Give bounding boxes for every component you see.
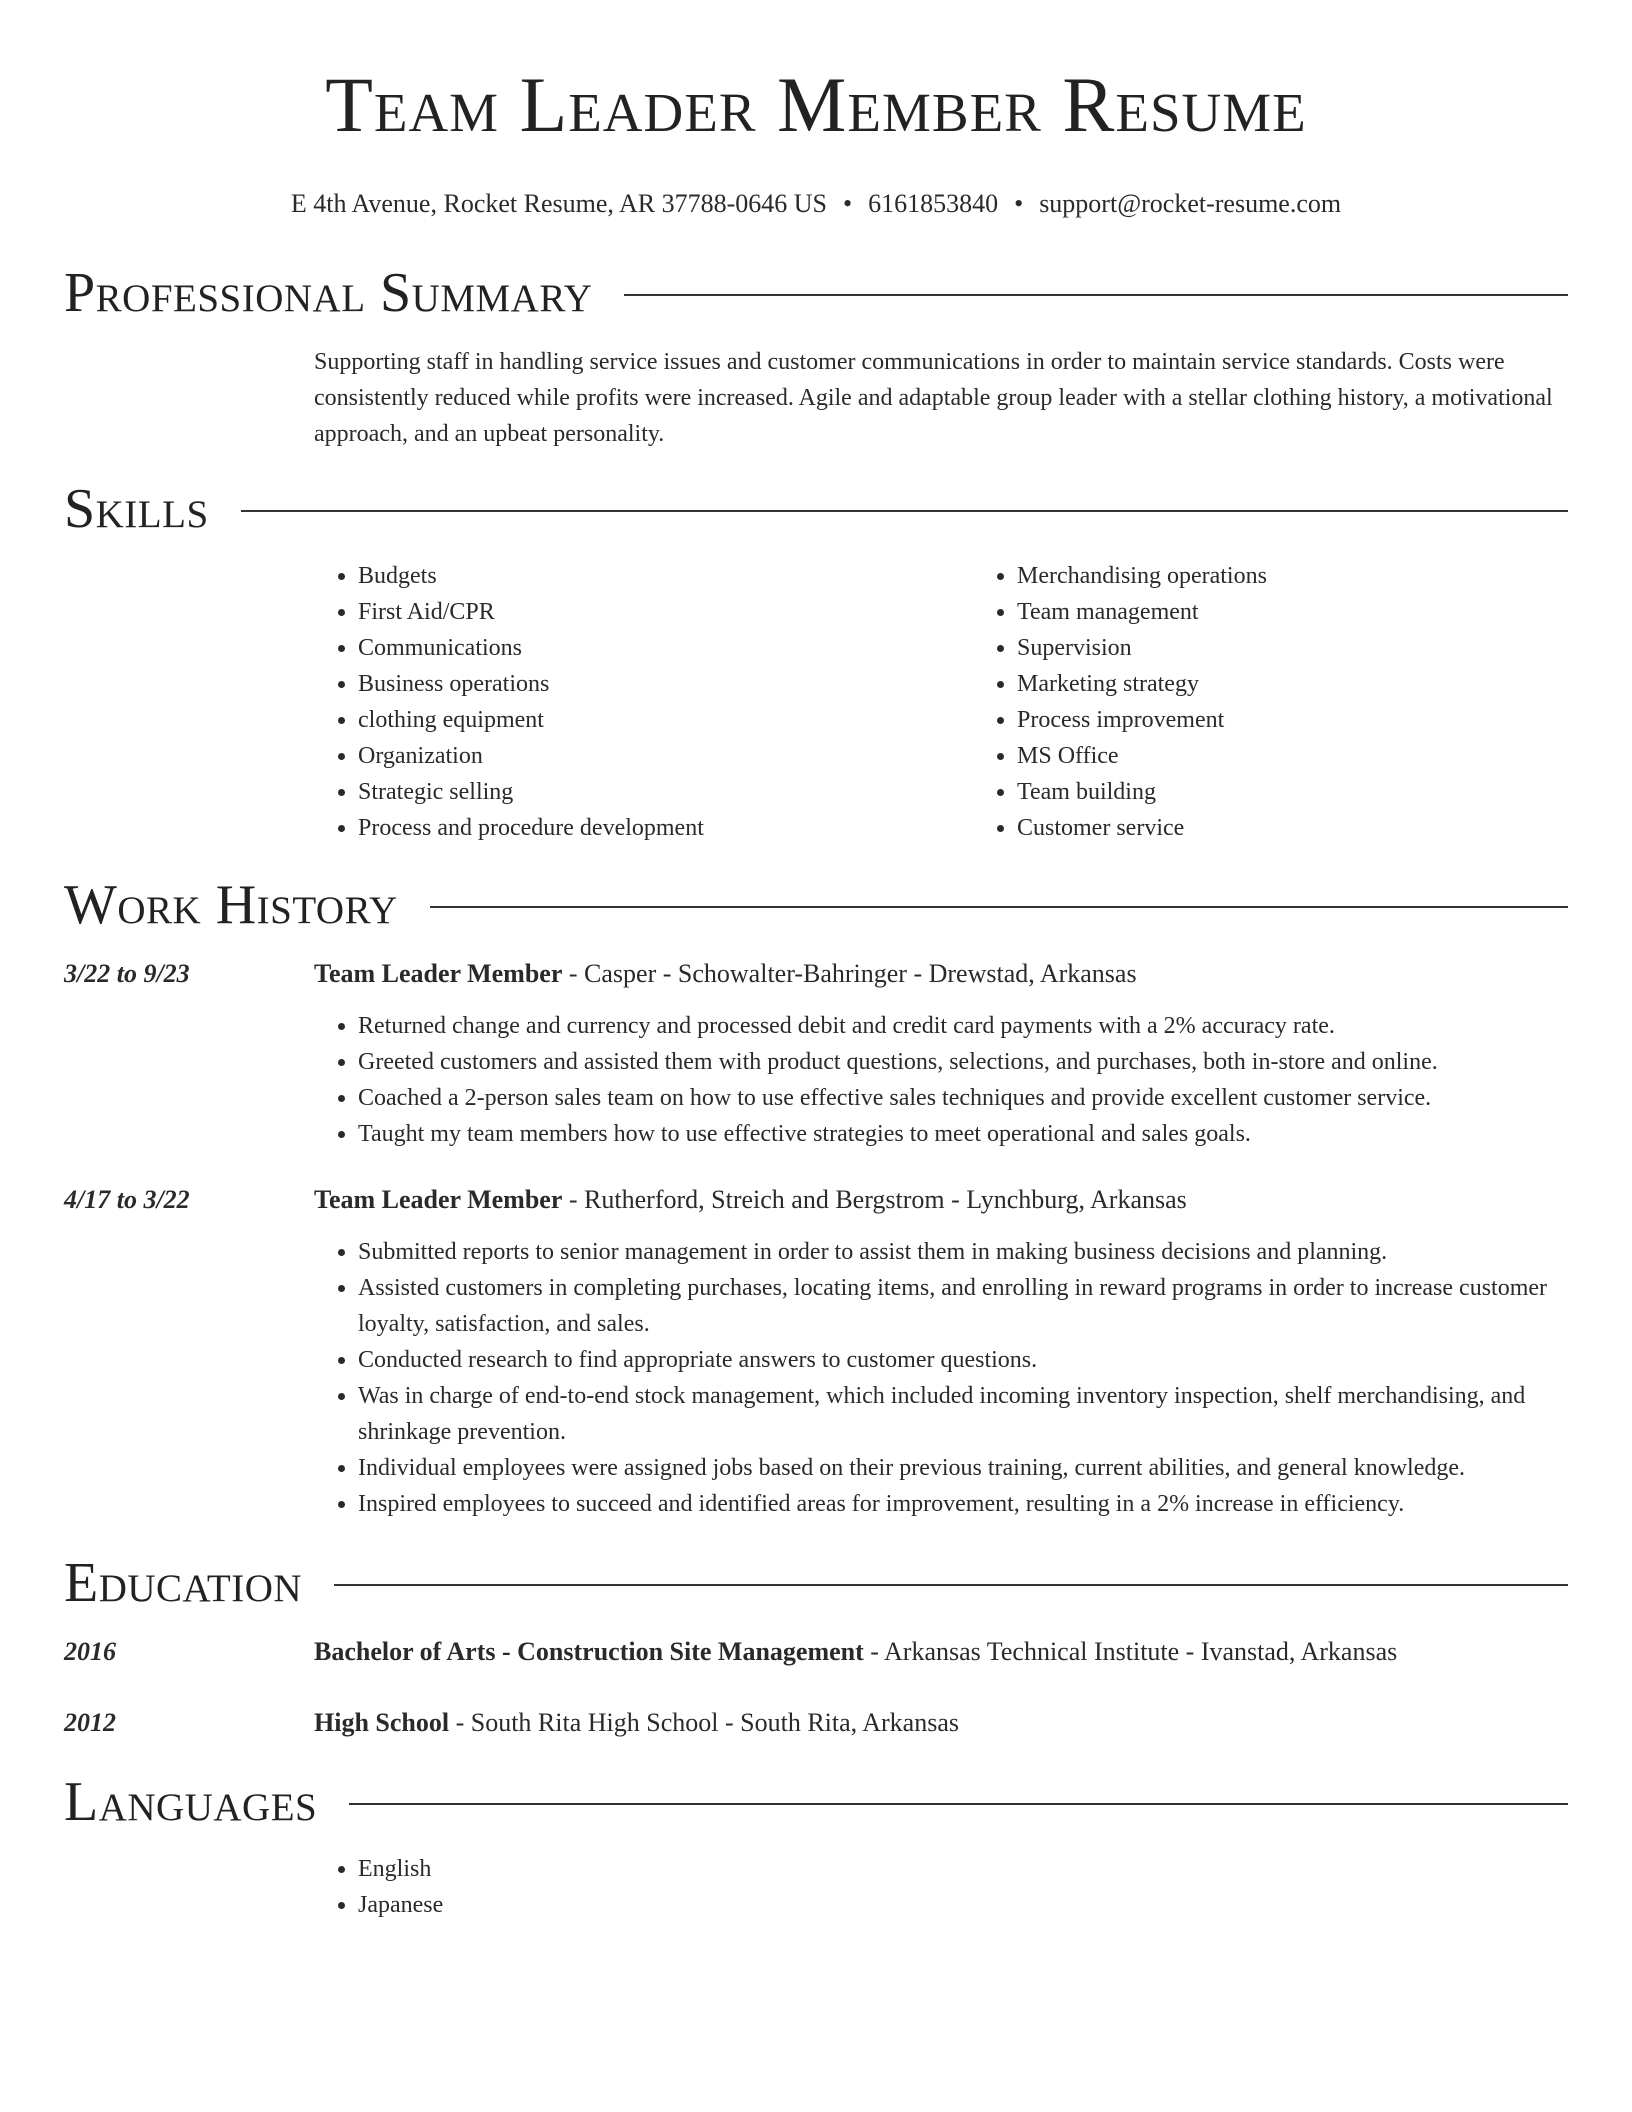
job-bullet: • Taught my team members how to use effective strategies to meet operational and sales goals. — [358, 1116, 1568, 1152]
job-bullet: • Greeted customers and assisted them with product questions, selections, and purchases, both in-store and online. — [358, 1044, 1568, 1080]
summary-row — [64, 326, 1568, 452]
job-title-line — [314, 1182, 1568, 1218]
languages-heading: Languages — [64, 1771, 318, 1833]
education-entry — [64, 1634, 1568, 1670]
section-divider — [334, 1584, 1568, 1586]
summary-section — [64, 260, 1568, 452]
summary-left-spacer — [64, 326, 314, 452]
job-details: - Rutherford, Streich and Bergstrom - Lynchburg, Arkansas — [562, 1185, 1187, 1214]
skill-item: • Process improvement — [1017, 702, 1632, 738]
summary-heading: Professional Summary — [64, 262, 593, 324]
resume-title: Team Leader Member Resume — [325, 61, 1307, 148]
skill-item: • Business operations — [358, 666, 973, 702]
contact-email: support@rocket-resume.com — [1039, 189, 1342, 218]
skills-header — [64, 476, 1568, 542]
languages-section — [64, 1769, 1568, 1923]
skill-item: • Organization — [358, 738, 973, 774]
skills-row — [64, 542, 1568, 846]
summary-header — [64, 260, 1568, 326]
skill-item: • clothing equipment — [358, 702, 973, 738]
skill-item: • MS Office — [1017, 738, 1632, 774]
job-bullet: • Assisted customers in completing purchases, locating items, and enrolling in reward programs in order to increase customer loyalty, satisfaction, and sales. — [358, 1270, 1568, 1342]
contact-separator: • — [1014, 189, 1024, 218]
section-divider — [624, 294, 1568, 296]
skill-item: • Budgets — [358, 558, 973, 594]
education-details: - South Rita High School - South Rita, Arkansas — [449, 1708, 959, 1737]
contact-phone: 6161853840 — [868, 189, 999, 218]
job-entry — [64, 956, 1568, 1152]
section-divider — [349, 1803, 1568, 1805]
education-degree: High School — [314, 1708, 450, 1737]
work-header — [64, 872, 1568, 938]
education-entry — [64, 1705, 1568, 1741]
skills-grid — [314, 558, 1632, 846]
summary-text: Supporting staff in handling service issues and customer communications in order to maintain service standards. Costs were consistently reduced while profits were increased. Agile and adaptable group leader with a stellar clothing history, a motivational approach, and an upbeat personality. — [314, 349, 1553, 447]
contact-address: E 4th Avenue, Rocket Resume, AR 37788-0646 US — [290, 189, 827, 218]
languages-header — [64, 1769, 1568, 1835]
skills-section — [64, 476, 1568, 846]
contact-separator: • — [842, 189, 853, 218]
job-entry — [64, 1182, 1568, 1522]
contact-line — [64, 186, 1568, 222]
skills-heading: Skills — [64, 478, 209, 540]
job-role: Team Leader Member — [314, 959, 563, 988]
skill-item: • Customer service — [1017, 810, 1632, 846]
job-bullet: • Returned change and currency and processed debit and credit card payments with a 2% accuracy rate. — [358, 1008, 1568, 1044]
language-item: • English — [358, 1851, 1568, 1887]
skill-item: • Team management — [1017, 594, 1632, 630]
job-dates: 4/17 to 3/22 — [64, 1185, 190, 1214]
job-details: - Casper - Schowalter-Bahringer - Drewstad, Arkansas — [562, 959, 1137, 988]
job-bullet: • Individual employees were assigned jobs based on their previous training, current abilities, and general knowledge. — [358, 1450, 1568, 1486]
job-bullet: • Coached a 2-person sales team on how to use effective sales techniques and provide excellent customer service. — [358, 1080, 1568, 1116]
skill-item: • First Aid/CPR — [358, 594, 973, 630]
skill-item: • Marketing strategy — [1017, 666, 1632, 702]
skill-item: • Team building — [1017, 774, 1632, 810]
job-bullets — [314, 1234, 1568, 1522]
education-details: - Arkansas Technical Institute - Ivanstad, Arkansas — [863, 1637, 1398, 1666]
job-bullets — [314, 1008, 1568, 1152]
job-role: Team Leader Member — [314, 1185, 563, 1214]
job-bullet: • Submitted reports to senior management in order to assist them in making business decisions and planning. — [358, 1234, 1568, 1270]
languages-left-spacer — [64, 1835, 314, 1923]
skills-column-1 — [314, 558, 973, 846]
job-bullet: • Was in charge of end-to-end stock management, which included incoming inventory inspection, shelf merchandising, and shrinkage prevention. — [358, 1378, 1568, 1450]
education-degree: Bachelor of Arts - Construction Site Management — [314, 1637, 864, 1666]
job-bullet: • Conducted research to find appropriate answers to customer questions. — [358, 1342, 1568, 1378]
work-heading: Work History — [64, 874, 398, 936]
education-year: 2016 — [64, 1637, 116, 1666]
skill-item: • Strategic selling — [358, 774, 973, 810]
section-divider — [241, 510, 1568, 512]
job-dates: 3/22 to 9/23 — [64, 959, 190, 988]
education-heading: Education — [64, 1552, 303, 1614]
job-title-line — [314, 956, 1568, 992]
skills-column-2 — [973, 558, 1632, 846]
work-section — [64, 872, 1568, 1522]
education-header — [64, 1550, 1568, 1616]
education-line — [314, 1705, 1568, 1741]
languages-row — [64, 1835, 1568, 1923]
education-year: 2012 — [64, 1708, 116, 1737]
skill-item: • Merchandising operations — [1017, 558, 1632, 594]
skill-item: • Supervision — [1017, 630, 1632, 666]
languages-list — [314, 1851, 1568, 1923]
education-line — [314, 1634, 1568, 1670]
education-section — [64, 1550, 1568, 1741]
section-divider — [430, 906, 1568, 908]
skill-item: • Communications — [358, 630, 973, 666]
skill-item: • Process and procedure development — [358, 810, 973, 846]
language-item: • Japanese — [358, 1887, 1568, 1923]
job-bullet: • Inspired employees to succeed and identified areas for improvement, resulting in a 2% increase in efficiency. — [358, 1486, 1568, 1522]
skills-left-spacer — [64, 542, 314, 846]
